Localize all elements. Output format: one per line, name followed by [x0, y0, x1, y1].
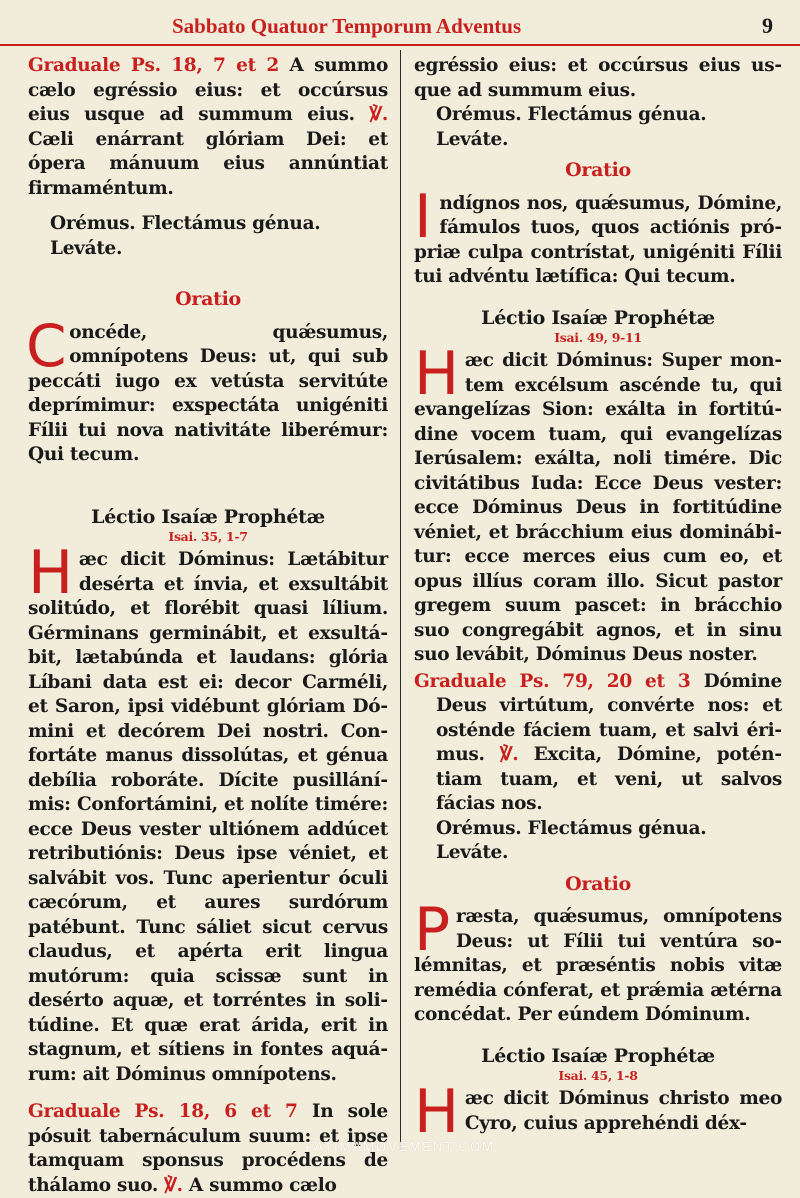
drop-cap-initial: H [414, 339, 459, 409]
levate-line: Leváte. [50, 237, 123, 259]
continuation-text: egréssio eius: et occúrsus eius usque ad summum eius. [414, 55, 782, 101]
lectio-paragraph [414, 339, 782, 668]
column-divider [400, 50, 401, 1150]
oratio-text: ndígnos nos, quǽsumus, Dómine, fámulos tuos, quos actiónis própriæ culpa contrístat, unigéniti Fílii tui advéntu lætífica: Qui tecum. [414, 192, 782, 287]
oratio-paragraph [414, 895, 782, 1028]
drop-cap-initial: H [28, 538, 73, 608]
left-column [28, 52, 388, 1198]
graduale-1 [28, 54, 388, 201]
oratio-paragraph [26, 311, 388, 468]
oremus-line: Orémus. Flectámus génua. [436, 817, 707, 839]
page-header-title: Sabbato Quatuor Temporum Adventus [172, 14, 522, 38]
right-column [414, 52, 782, 1147]
lectio-heading: Léctio Isaíæ Prophétæ [481, 306, 715, 329]
lectio-text: æc dicit Dóminus: Super montem excélsum ascénde tu, qui evangelízas Sion: exálta in fortitúdine vocem tuam, qui evangelízas Ierúsalem: exálta, noli timére. Dic civitátibus Iuda: Ecce Deus vester: ecce Dóminus Deus in fortitúdine véniet, et brácchium eius dominábitur: ecce merces eius cum eo, et opus illíus coram illo. Sicut pastor gregem suum pascet: in brácchio suo congregábit agnos, et in sinu suo levábit, Dóminus Deus noster. [414, 350, 782, 665]
lectio-reference: Isai. 45, 1-8 [558, 1068, 638, 1083]
graduale-2-versicle-text: A summo cælo [188, 1174, 337, 1196]
lectio-heading: Léctio Isaíæ Prophétæ [91, 505, 325, 528]
lectio-reference: Isai. 49, 9-11 [554, 330, 642, 345]
oratio-heading: Oratio [565, 872, 631, 895]
watermark: FATIMAMOVEMENT.COM [305, 1139, 495, 1154]
graduale-1-versicle-text: Cæli enárrant glóriam Dei: et ópera mánuum eius annúntiat firmaméntum. [28, 128, 388, 199]
graduale-3-versicle-text: Excita, Dómine, poténtiam tuam, et veni, ut salvos fácias nos. [436, 744, 782, 814]
lectio-paragraph [28, 538, 388, 1087]
oratio-heading: Oratio [565, 159, 631, 181]
drop-cap-initial: C [26, 311, 67, 380]
graduale-2-label: Graduale Ps. 18, 6 et 7 [28, 1101, 298, 1122]
lectio-text: æc dicit Dóminus christo meo Cyro, cuius apprehéndi déx- [464, 1088, 782, 1134]
versicle-symbol: ℣. [499, 744, 519, 765]
graduale-3-text: Dómine Deus virtútum, convérte nos: et osténde fáciem tuam, et salvi érimus. [436, 670, 782, 765]
lectio-heading: Léctio Isaíæ Prophétæ [481, 1044, 715, 1067]
running-header [0, 0, 800, 46]
graduale-1-label: Graduale Ps. 18, 7 et 2 [28, 55, 279, 76]
versicle-symbol: ℣. [369, 104, 388, 125]
drop-cap-initial: P [414, 895, 450, 965]
drop-cap-initial: H [414, 1077, 459, 1147]
page-number: 9 [762, 13, 773, 38]
lectio-paragraph [414, 1077, 782, 1147]
oremus-line: Orémus. Flectámus génua. [50, 213, 321, 234]
oratio-text: ræsta, quǽsumus, omnípotens Deus: ut Fílii tui ventúra solémnitas, et præséntis nobis vitæ remédia cónferat, et prǽmia ætérna concédat. Per eúndem Dóminum. [414, 906, 782, 1025]
drop-cap-initial: I [414, 181, 432, 252]
lectio-text: æc dicit Dóminus: Lætábitur desérta et ínvia, et exsultábit solitúdo, et florébit quasi lílium. Gérminans germinábit, et exsultábit, lætabúnda et laudans: glória Líbani data est ei: decor Carméli, et Saron, ipsi vidébunt glóriam Dómini et decórem Dei nostri. Confortáte manus dissolútas, et génua debília roboráte. Dícite pusillánímis: Confortámini, et nolíte timére: ecce Deus vester ultiónem addúcet retributiónis: Deus ipse véniet, et salvábit vos. Tunc aperientur óculi cæcórum, et aures surdórum patébunt. Tunc sáliet sicut cervus claudus, et apérta erit lingua mutórum: quia scissæ sunt in desérto aquæ, et torréntes in solitúdine. Et quæ erat árida, erit in stagnum, et sítiens in fontes aquárum: ait Dóminus omnípotens. [28, 549, 388, 1085]
graduale-1-text: A summo cælo egréssio eius: et occúrsus eius usque ad summum eius. [28, 55, 388, 125]
oremus-block-3 [414, 817, 782, 866]
graduale-3-label: Graduale Ps. 79, 20 et 3 [414, 670, 691, 692]
oremus-line: Orémus. Flectámus génua. [436, 104, 707, 125]
oremus-block-2 [414, 103, 782, 152]
oremus-block-1 [28, 212, 388, 261]
header-rule [0, 44, 800, 46]
oratio-heading: Oratio [175, 288, 241, 310]
lectio-reference: Isai. 35, 1-7 [168, 529, 248, 544]
oratio-text: oncéde, quǽsumus, omnípotens Deus: ut, qui sub peccáti iugo ex vetústa servitúte deprímimur: exspectáta unigéniti Fílii tui nova nativitáte liberémur: Qui tecum. [28, 321, 388, 465]
graduale-2-text: In sole pósuit tabernáculum suum: et ipse tamquam sponsus procédens de thálamo suo. [28, 1101, 388, 1196]
graduale-3 [414, 670, 782, 817]
oratio-paragraph [414, 181, 782, 290]
levate-line: Leváte. [436, 842, 509, 863]
levate-line: Leváte. [436, 128, 509, 150]
versicle-symbol: ℣. [164, 1174, 183, 1196]
